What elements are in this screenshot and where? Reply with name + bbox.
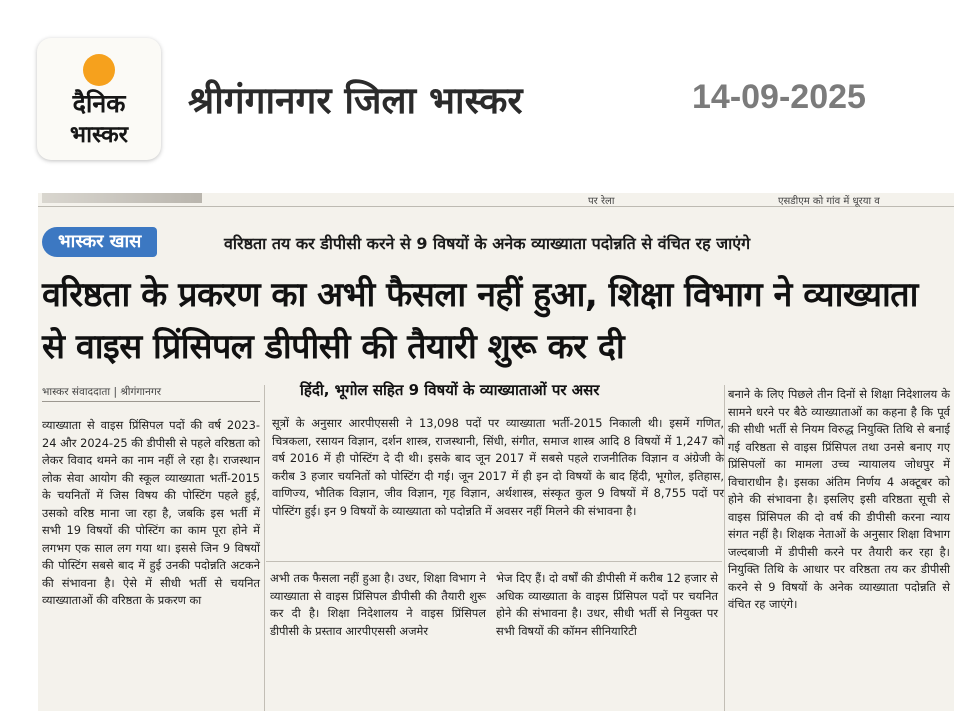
- top-strip: [38, 193, 954, 207]
- edition-date: 14-09-2025: [692, 78, 866, 116]
- column-divider: [724, 385, 725, 711]
- newspaper-clipping: [38, 193, 954, 711]
- article-column-middle-b: भेज दिए हैं। दो वर्षों की डीपीसी में करीब 12 हजार से अधिक व्याख्याता के वाइस प्रिंसिपल पदों पर चयनित होने की संभावना है। उधर, सीधी भर्ती से नियुक्त पर सभी विषयों की कॉमन सीनियारिटी: [496, 571, 718, 638]
- section-divider: [266, 561, 722, 562]
- byline: भास्कर संवाददाता | श्रीगंगानगर: [42, 385, 260, 402]
- sun-icon: [83, 54, 115, 86]
- kicker-text: वरिष्ठता तय कर डीपीसी करने से 9 विषयों के अनेक व्याख्याता पदोन्नति से वंचित रह जाएंगे: [224, 234, 751, 253]
- column-divider: [264, 385, 265, 711]
- logo-line2: भास्कर: [69, 122, 129, 148]
- strip-middle-fragment: पर रेला: [588, 196, 615, 207]
- subhead: हिंदी, भूगोल सहित 9 विषयों के व्याख्याताओं पर असर: [300, 381, 600, 399]
- article-column-left: व्याख्याता से वाइस प्रिंसिपल पदों की वर्ष 2023- 24 और 2024-25 की डीपीसी से पहले वरिष्ठता को लेकर विवाद थमने का नाम नहीं ले रहा है। राजस्थान लोक सेवा आयोग की स्कूल व्याख्याता भर्ती-2015 के चयनितों में जिस विषय की पोस्टिंग पहले हुई, उसको वरिष्ठ माना जा रहा है, जबकि इस भर्ती में सभी 19 विषयों की पोस्टिंग का काम पूरा होने में लगभग एक साल लग गया था। इससे जिन 9 विषयों की पोस्टिंग सबसे बाद में हुई उनकी पदोन्नति अटकने की संभावना है। ऐसे में सीधी भर्ती से चयनित व्याख्याताओं की वरिष्ठता के प्रकरण का: [42, 418, 260, 607]
- strip-left-fragment: [42, 193, 202, 203]
- article-box-middle: सूत्रों के अनुसार आरपीएससी ने 13,098 पदों पर व्याख्याता भर्ती-2015 निकाली थी। इसमें गणित, चित्रकला, रसायन विज्ञान, दर्शन शास्त्र, राजस्थानी, सिंधी, संगीत, समाज शास्त्र आदि 8 विषयों में 1,247 को वर्ष 2016 में ही पोस्टिंग दे दी थी। इसके बाद जून 2017 में सबसे पहले राजनीतिक विज्ञान व अंग्रेजी के करीब 3 हजार चयनितों को पोस्टिंग दी गई। जून 2017 में ही इन दो विषयों के बाद हिंदी, भूगोल, इतिहास, वाणिज्य, भौतिक विज्ञान, जीव विज्ञान, गृह विज्ञान, अर्थशास्त्र, संस्कृत कुल 9 विषयों में 8,755 पदों पर पोस्टिंग हुई। इन 9 विषयों के व्याख्याता को पदोन्नति में अवसर नहीं मिलने की संभावना है।: [272, 416, 724, 518]
- headline: वरिष्ठता के प्रकरण का अभी फैसला नहीं हुआ, शिक्षा विभाग ने व्याख्याता से वाइस प्रिंसिपल डीपीसी की तैयारी शुरू कर दी: [42, 275, 918, 367]
- dainik-bhaskar-logo: [37, 38, 161, 160]
- article-column-middle-a: अभी तक फैसला नहीं हुआ है। उधर, शिक्षा विभाग ने व्याख्याता से वाइस प्रिंसिपल डीपीसी की तैयारी शुरू कर दी है। शिक्षा निदेशालय ने वाइस प्रिंसिपल डीपीसी के प्रस्ताव आरपीएससी अजमेर: [270, 571, 486, 638]
- strip-right-fragment: एसडीएम को गांव में धूरया व: [778, 196, 880, 207]
- edition-title: श्रीगंगानगर जिला भास्कर: [188, 79, 523, 122]
- header: [0, 0, 954, 190]
- article-column-right: बनाने के लिए पिछले तीन दिनों से शिक्षा निदेशालय के सामने धरने पर बैठे व्याख्याताओं का कहना है कि पूर्व की सीधी भर्ती से नियम विरुद्ध नियुक्ति तिथि से बनाई गई वरिष्ठता से वाइस प्रिंसिपल तथा उनसे बनाए गए प्रिंसिपलों का मामला उच्च न्यायालय जोधपुर में विचाराधीन है। इसका अंतिम निर्णय 4 अक्टूबर को होने की संभावना है। इसलिए इसी वरिष्ठता सूची से वाइस प्रिंसिपल की दो वर्ष की डीपीसी करना न्याय संगत नहीं है। शिक्षक नेताओं के अनुसार शिक्षा विभाग जल्दबाजी में डीपीसी करने पर तैयारी कर रहा है। नियुक्ति तिथि के आधार पर वरिष्ठता तय कर डीपीसी करने से 9 विषयों के अनेक व्याख्याता पदोन्नति से वंचित रह जाएंगे।: [728, 387, 950, 611]
- kicker-badge: भास्कर खास: [42, 227, 157, 257]
- logo-line1: दैनिक: [72, 89, 126, 118]
